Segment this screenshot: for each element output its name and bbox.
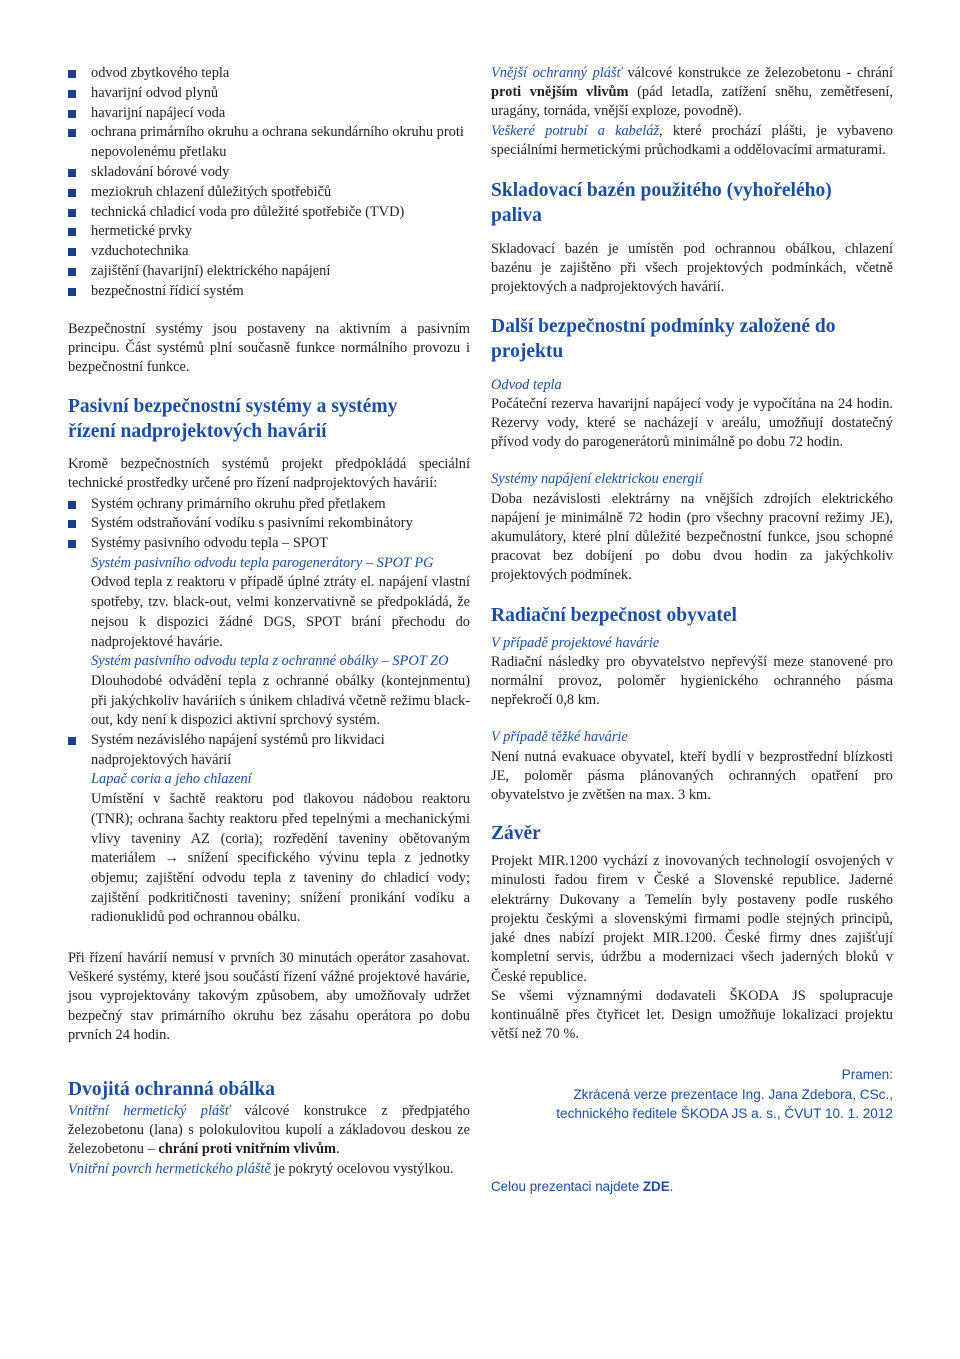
safety-conditions-heading: Další bezpečnostní podmínky založené do projektu [491,315,836,362]
source-citation [491,1065,893,1124]
outer-shell-bold: proti vnějším vlivům [491,84,629,101]
heat-removal-subheading: Odvod tepla [491,376,562,393]
list-item: Systém odstraňování vodíku s pasivními rekombinátory [68,514,470,534]
core-catcher-subheading: Lapač coria a jeho chlazení [91,771,252,788]
inner-shell-paragraph [68,1102,470,1160]
inner-shell-label: Vnitřní hermetický plášť [68,1103,231,1120]
list-item: odvod zbytkového tepla [68,64,470,84]
inner-surface-paragraph [68,1160,470,1179]
presentation-link-line [491,1177,893,1196]
presentation-link-end: . [669,1178,674,1194]
inner-surface-text: je pokrytý ocelovou vystýlkou. [270,1160,454,1177]
radiation-safety-heading: Radiační bezpečnost obyvatel [491,604,737,626]
conclusion-heading: Závěr [491,823,541,845]
list-item [68,731,470,928]
list-item: meziokruh chlazení důležitých spotřebičů [68,183,470,203]
severe-accident-text: Není nutná evakuace obyvatel, kteří bydlí v bezprostřední blízkosti JE, poloměr pásma plánovaných ochranných opatření pro obyvatelstvo je zvětšen na max. 3 km. [491,748,893,804]
list-item-label: Systémy pasivního odvodu tepla – SPOT [91,534,329,551]
list-item-label: Systém nezávislého napájení systémů pro likvidaci nadprojektových havárií [91,732,385,768]
list-item: Systém ochrany primárního okruhu před přetlakem [68,495,470,515]
list-item: havarijní odvod plynů [68,84,470,104]
power-supply-text: Doba nezávislosti elektrárny na vnějších zdrojích elektrického napájení je minimálně 72 hodin (pro všechny pracovní režimy JE), akumulátory, které plní důležité bezpečnostní funkce, jsou schopné pracovat bez dobíjení po dobu dvou hodin za jakýchkoliv projektových podmínek. [491,490,893,584]
list-item: ochrana primárního okruhu a ochrana sekundárního okruhu proti nepovolenému přetlaku [68,123,470,163]
spent-fuel-pool-heading: Skladovací bazén použitého (vyhořelého) paliva [491,180,832,227]
list-item: vzduchotechnika [68,242,470,262]
list-item: hermetické prvky [68,222,470,242]
outer-shell-label: Vnější ochranný plášť [491,65,622,81]
double-containment-heading: Dvojitá ochranná obálka [68,1079,275,1101]
conclusion-paragraph-2: Se všemi významnými dodavateli ŠKODA JS spolupracuje kontinuálně přes čtyřicet let. Design umožňuje lokalizaci projektu větší než 70 %. [491,987,893,1043]
passive-systems-heading: Pasivní bezpečnostní systémy a systémy řízení nadprojektových havárií [68,396,398,443]
outer-shell-text: válcové konstrukce ze železobetonu - chrání [621,65,893,81]
power-supply-subheading: Systémy napájení elektrickou energií [491,471,703,488]
left-column [68,64,470,1179]
list-item: bezpečnostní řídicí systém [68,282,470,302]
heat-removal-text: Počáteční rezerva havarijní napájecí vody je vypočítána na 24 hodin. Rezervy vody, které se nacházejí v areálu, umožňují dostatečný přívod vody do parogenerátorů minimálně po dobu 72 hodin. [491,395,893,451]
severe-accident-subheading: V případě těžké havárie [491,729,628,746]
spent-fuel-pool-text: Skladovací bazén je umístěn pod ochrannou obálkou, chlazení bazénu je zajištěno při všech projektových podmínkách, včetně projektových a nadprojektových havárií. [491,241,893,296]
source-label: Pramen: [841,1067,893,1083]
spot-pg-subheading: Systém pasivního odvodu tepla parogenerátory – SPOT PG [91,554,434,571]
list-item [68,534,470,731]
passive-systems-list [68,495,470,928]
piping-paragraph [491,122,893,160]
passive-intro-paragraph: Kromě bezpečnostních systémů projekt předpokládá speciální technické prostředky určené pro řízení nadprojektových havárií: [68,456,470,492]
inner-surface-label: Vnitřní povrch hermetického pláště [68,1160,271,1177]
spot-zo-subheading: Systém pasivního odvodu tepla z ochranné obálky – SPOT ZO [91,653,449,670]
design-accident-subheading: V případě projektové havárie [491,634,660,651]
piping-label: Veškeré potrubí a kabeláž [491,122,660,139]
zde-link[interactable]: ZDE [642,1178,670,1194]
right-column [491,64,893,1196]
list-item: zajištění (havarijní) elektrického napájení [68,262,470,282]
presentation-link-text: Celou prezentaci najdete [491,1178,643,1194]
intro-paragraph: Bezpečnostní systémy jsou postaveny na aktivním a pasivním principu. Část systémů plní současně funkce normálního provozu i bezpečnostní funkce. [68,320,470,375]
outer-shell-end: (pád letadla, zatížení sněhu, zemětřesení, uragány, tornáda, vnější exploze, povodně). [491,84,893,120]
piping-text: , které prochází plášti, je vybaveno speciálními hermetickými průchodkami a oddělovacími armaturami. [491,122,893,158]
spot-pg-text: Odvod tepla z reaktoru v případě úplné ztráty el. napájení vlastní spotřeby, tzv. black-out, velmi konzervativně se předpokládá, že nejsou k dispozici žádné DGS, SPOT brání přechodu do nadprojektové havárie. [91,574,470,650]
list-item: skladování bórové vody [68,163,470,183]
inner-shell-bold: chrání proti vnitřním vlivům [158,1141,336,1158]
design-accident-text: Radiační následky pro obyvatelstvo nepřevýší meze stanovené pro normální provoz, poloměr hygienického ochranného pásma nepřekročí 0,8 km. [491,653,893,709]
conclusion-paragraph-1: Projekt MIR.1200 vychází z inovovaných technologií osvojených v minulosti řadou firem v České a Slovenské republice. Jaderné elektrárny Dukovany a Temelín byly postaveny podle ruského projektu českými a slovenskými firmami podle stejných principů, jaké dnes nabízí projekt MIR.1200. České firmy dnes zajišťují kompletní servis, údržbu a modernizaci všech jaderných bloků v České republice. [491,853,893,985]
list-item: havarijní napájecí voda [68,104,470,124]
list-item: technická chladicí voda pro důležité spotřebiče (TVD) [68,203,470,223]
source-line-2: technického ředitele ŠKODA JS a. s., ČVUT 10. 1. 2012 [556,1106,893,1122]
spot-zo-text: Dlouhodobé odvádění tepla z ochranné obálky (kontejnmentu) při jakýchkoliv haváriích s únikem chladivá včetně režimu black-out, kdy není k dispozici aktivní sprchový systém. [91,672,470,729]
inner-shell-end: . [335,1141,340,1158]
core-catcher-text: Umístění v šachtě reaktoru pod tlakovou nádobou reaktoru (TNR); ochrana šachty reaktoru před tepelnými a mechanickými vlivy taveniny AZ (coria); rozředění taveniny obětovaným materiálem → snížení specifického vývinu tepla z jednotky objemu; zajištění odvodu tepla z taveniny do chladicí vody; zajištění podkritičnosti taveniny; snížení pronikání vodíku a radionuklidů pod ochrannou obálku. [91,791,470,926]
safety-systems-list [68,64,470,302]
inner-shell-text: válcové konstrukce z předpjatého železobetonu (lana) s polokulovitou kupolí a základovou deskou ze železobetonu – [68,1103,470,1158]
source-line-1: Zkrácená verze prezentace Ing. Jana Zdebora, CSc., [573,1086,893,1102]
outer-shell-paragraph [491,64,893,122]
operator-paragraph: Při řízení havárií nemusí v prvních 30 minutách operátor zasahovat. Veškeré systémy, které jsou součástí řízení vážné projektové havárie, jsou vyprojektovány takovým způsobem, aby umožňovaly udržet bezpečný stav primárního okruhu bez zásahu operátora po dobu prvních 24 hodin. [68,950,470,1043]
